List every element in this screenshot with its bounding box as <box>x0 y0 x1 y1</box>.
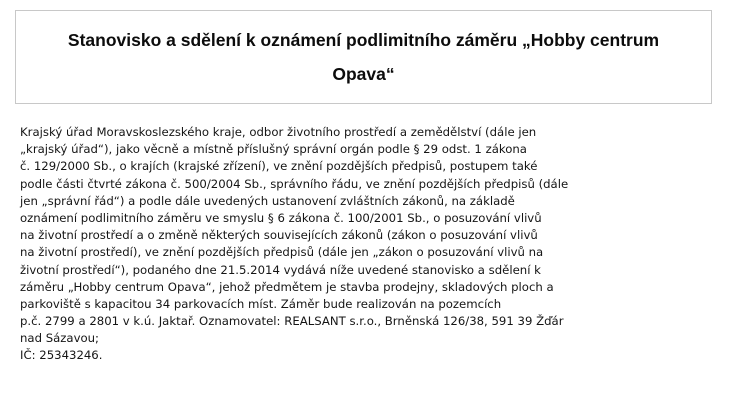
paragraph-line: IČ: 25343246. <box>20 348 103 363</box>
document-title-line-2: Opava“ <box>332 64 395 84</box>
paragraph-line: p.č. 2799 a 2801 v k.ú. Jaktař. Oznamovatel: REALSANT s.r.o., Brněnská 126/38, 591 39 Žďár <box>20 314 564 329</box>
body-paragraph <box>20 124 720 365</box>
paragraph-line: podle části čtvrté zákona č. 500/2004 Sb., správního řádu, ve znění pozdějších předpisů (dále <box>20 176 569 191</box>
paragraph-line: na životní prostředí), ve znění pozdějších předpisů (dále jen „zákon o posuzování vlivů na <box>20 245 544 260</box>
paragraph-line: oznámení podlimitního záměru ve smyslu § 6 zákona č. 100/2001 Sb., o posuzování vlivů <box>20 210 542 225</box>
document-title-box <box>15 10 712 104</box>
paragraph-line: č. 129/2000 Sb., o krajích (krajské zřízení), ve znění pozdějších předpisů, postupem také <box>20 159 538 174</box>
paragraph-line: životní prostředí“), podaného dne 21.5.2014 vydává níže uvedené stanovisko a sdělení k <box>20 262 541 277</box>
paragraph-line: parkoviště s kapacitou 34 parkovacích míst. Záměr bude realizován na pozemcích <box>20 296 502 311</box>
document-title-line-1: Stanovisko a sdělení k oznámení podlimitního záměru „Hobby centrum <box>67 30 660 50</box>
paragraph-line: nad Sázavou; <box>20 331 99 346</box>
paragraph-line: „krajský úřad“), jako věcně a místně příslušný správní orgán podle § 29 odst. 1 zákona <box>20 142 527 157</box>
paragraph-line: jen „správní řád“) a podle dále uvedených ustanovení zvláštních zákonů, na základě <box>20 193 515 208</box>
paragraph-line: záměru „Hobby centrum Opava“, jehož předmětem je stavba prodejny, skladových ploch a <box>20 279 554 294</box>
paragraph-line: na životní prostředí a o změně některých souvisejících zákonů (zákon o posuzování vlivů <box>20 228 538 243</box>
paragraph-line: Krajský úřad Moravskoslezského kraje, odbor životního prostředí a zemědělství (dále jen <box>20 125 537 139</box>
